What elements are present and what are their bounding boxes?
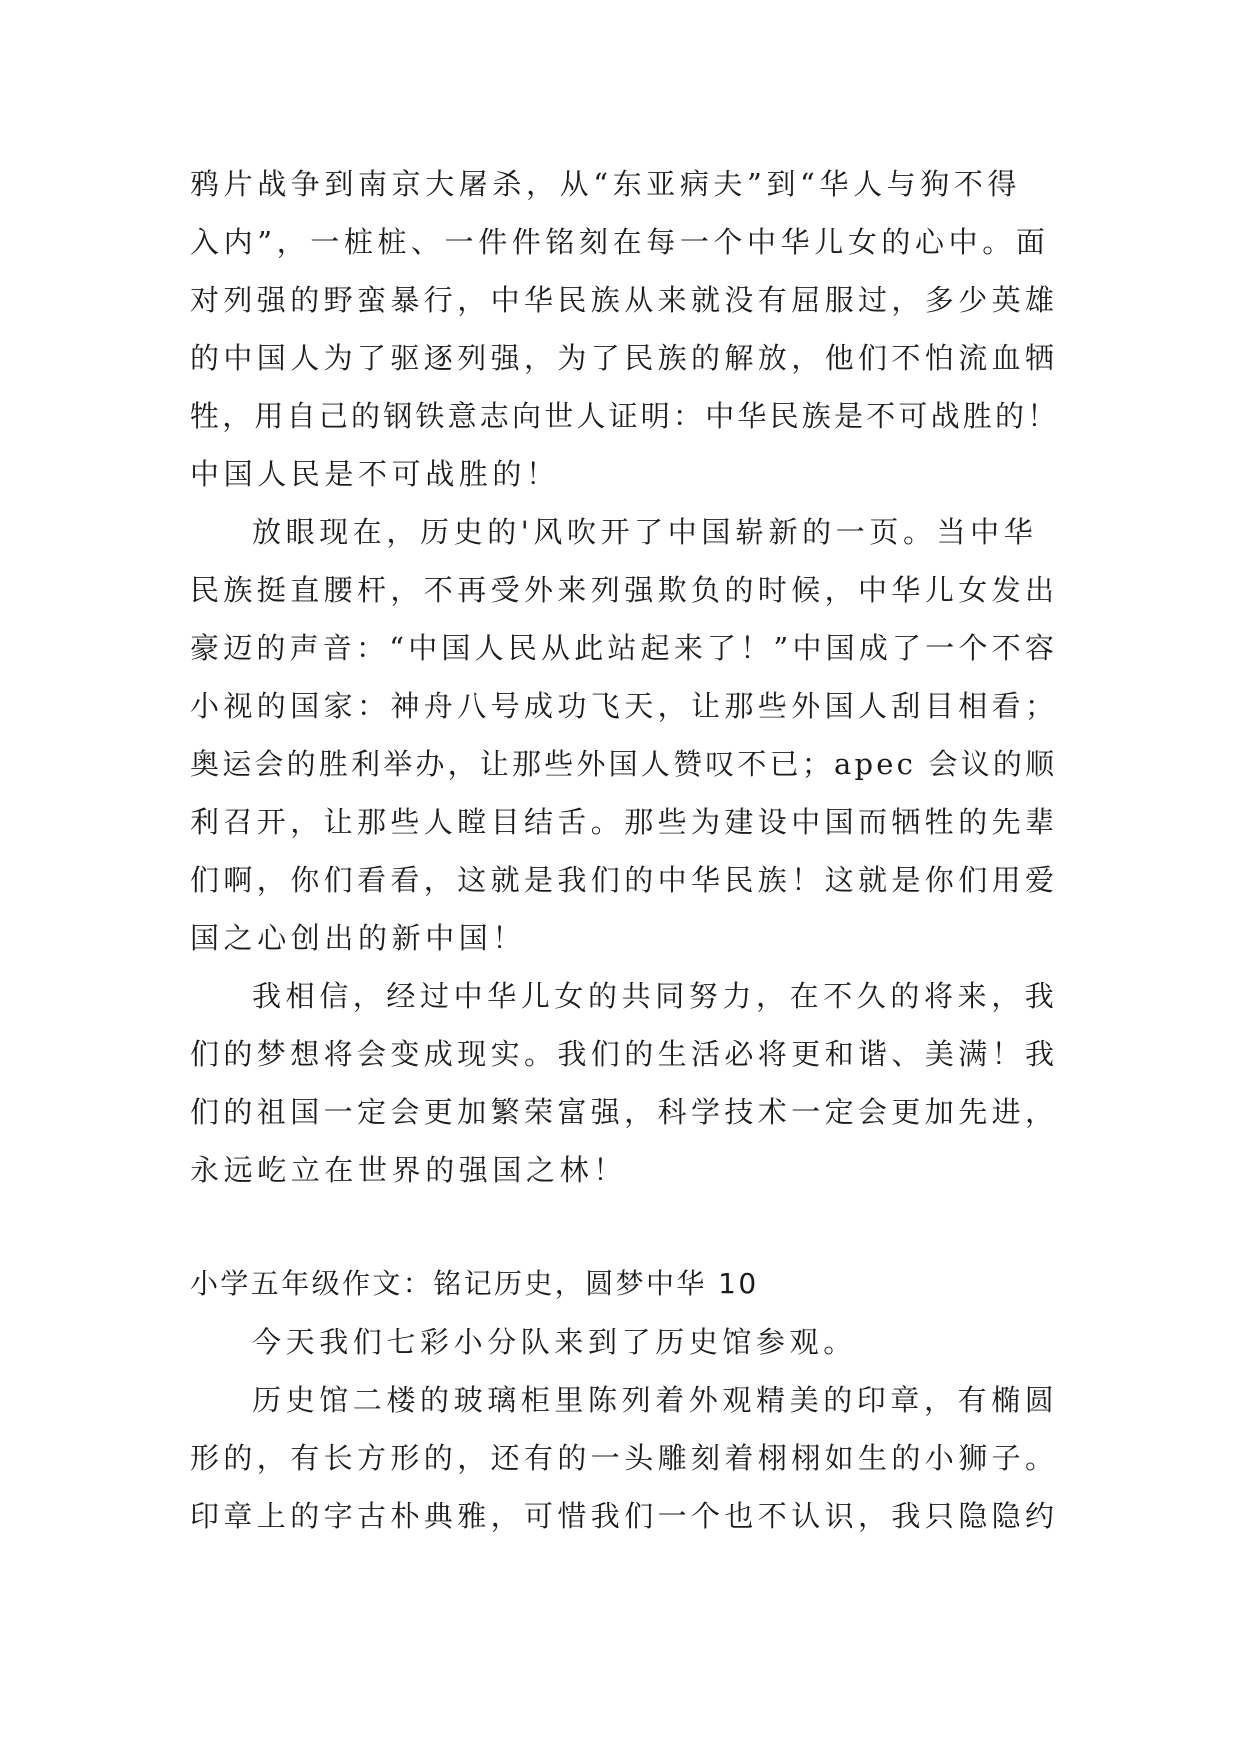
- text-line: 们的梦想将会变成现实。我们的生活必将更和谐、美满！我: [190, 1037, 1059, 1071]
- text-line: 入内”，一桩桩、一件件铭刻在每一个中华儿女的心中。面: [190, 225, 1050, 259]
- text-line: 小视的国家：神舟八号成功飞天，让那些外国人刮目相看；: [190, 689, 1059, 723]
- text-line: 们的祖国一定会更加繁荣富强，科学技术一定会更加先进，: [190, 1095, 1059, 1129]
- text-line: 国之心创出的新中国！: [190, 921, 527, 955]
- text-line: 牲，用自己的钢铁意志向世人证明：中华民族是不可战胜的！: [190, 399, 1060, 433]
- text-line: 形的，有长方形的，还有的一头雕刻着栩栩如生的小狮子。: [190, 1441, 1059, 1475]
- text-line: 我相信，经过中华儿女的共同努力，在不久的将来，我: [252, 979, 1059, 1013]
- text-line: 鸦片战争到南京大屠杀，从“东亚病夫”到“华人与狗不得: [190, 167, 1022, 201]
- text-line: 豪迈的声音：“中国人民从此站起来了！”中国成了一个不容: [190, 631, 1059, 665]
- text-line: 永远屹立在世界的强国之林！: [190, 1153, 627, 1187]
- text-line: 利召开，让那些人瞠目结舌。那些为建设中国而牺牲的先辈: [190, 805, 1059, 839]
- text-line: 的中国人为了驱逐列强，为了民族的解放，他们不怕流血牺: [190, 341, 1059, 375]
- text-line: 对列强的野蛮暴行，中华民族从来就没有屈服过，多少英雄: [190, 283, 1059, 317]
- text-line: 历史馆二楼的玻璃柜里陈列着外观精美的印章，有椭圆: [252, 1383, 1059, 1417]
- text-line: 今天我们七彩小分队来到了历史馆参观。: [252, 1325, 857, 1359]
- text-line: 奥运会的胜利举办，让那些外国人赞叹不已；apec 会议的顺: [190, 747, 1058, 781]
- text-line: 放眼现在，历史的'风吹开了中国崭新的一页。当中华: [252, 515, 1038, 549]
- essay-heading: 小学五年级作文：铭记历史，圆梦中华 10: [190, 1267, 759, 1300]
- text-line: 中国人民是不可战胜的！: [190, 457, 560, 491]
- text-line: 们啊，你们看看，这就是我们的中华民族！这就是你们用爱: [190, 863, 1059, 897]
- text-line: 印章上的字古朴典雅，可惜我们一个也不认识，我只隐隐约: [190, 1499, 1059, 1533]
- text-line: 民族挺直腰杆，不再受外来列强欺负的时候，中华儿女发出: [190, 573, 1059, 607]
